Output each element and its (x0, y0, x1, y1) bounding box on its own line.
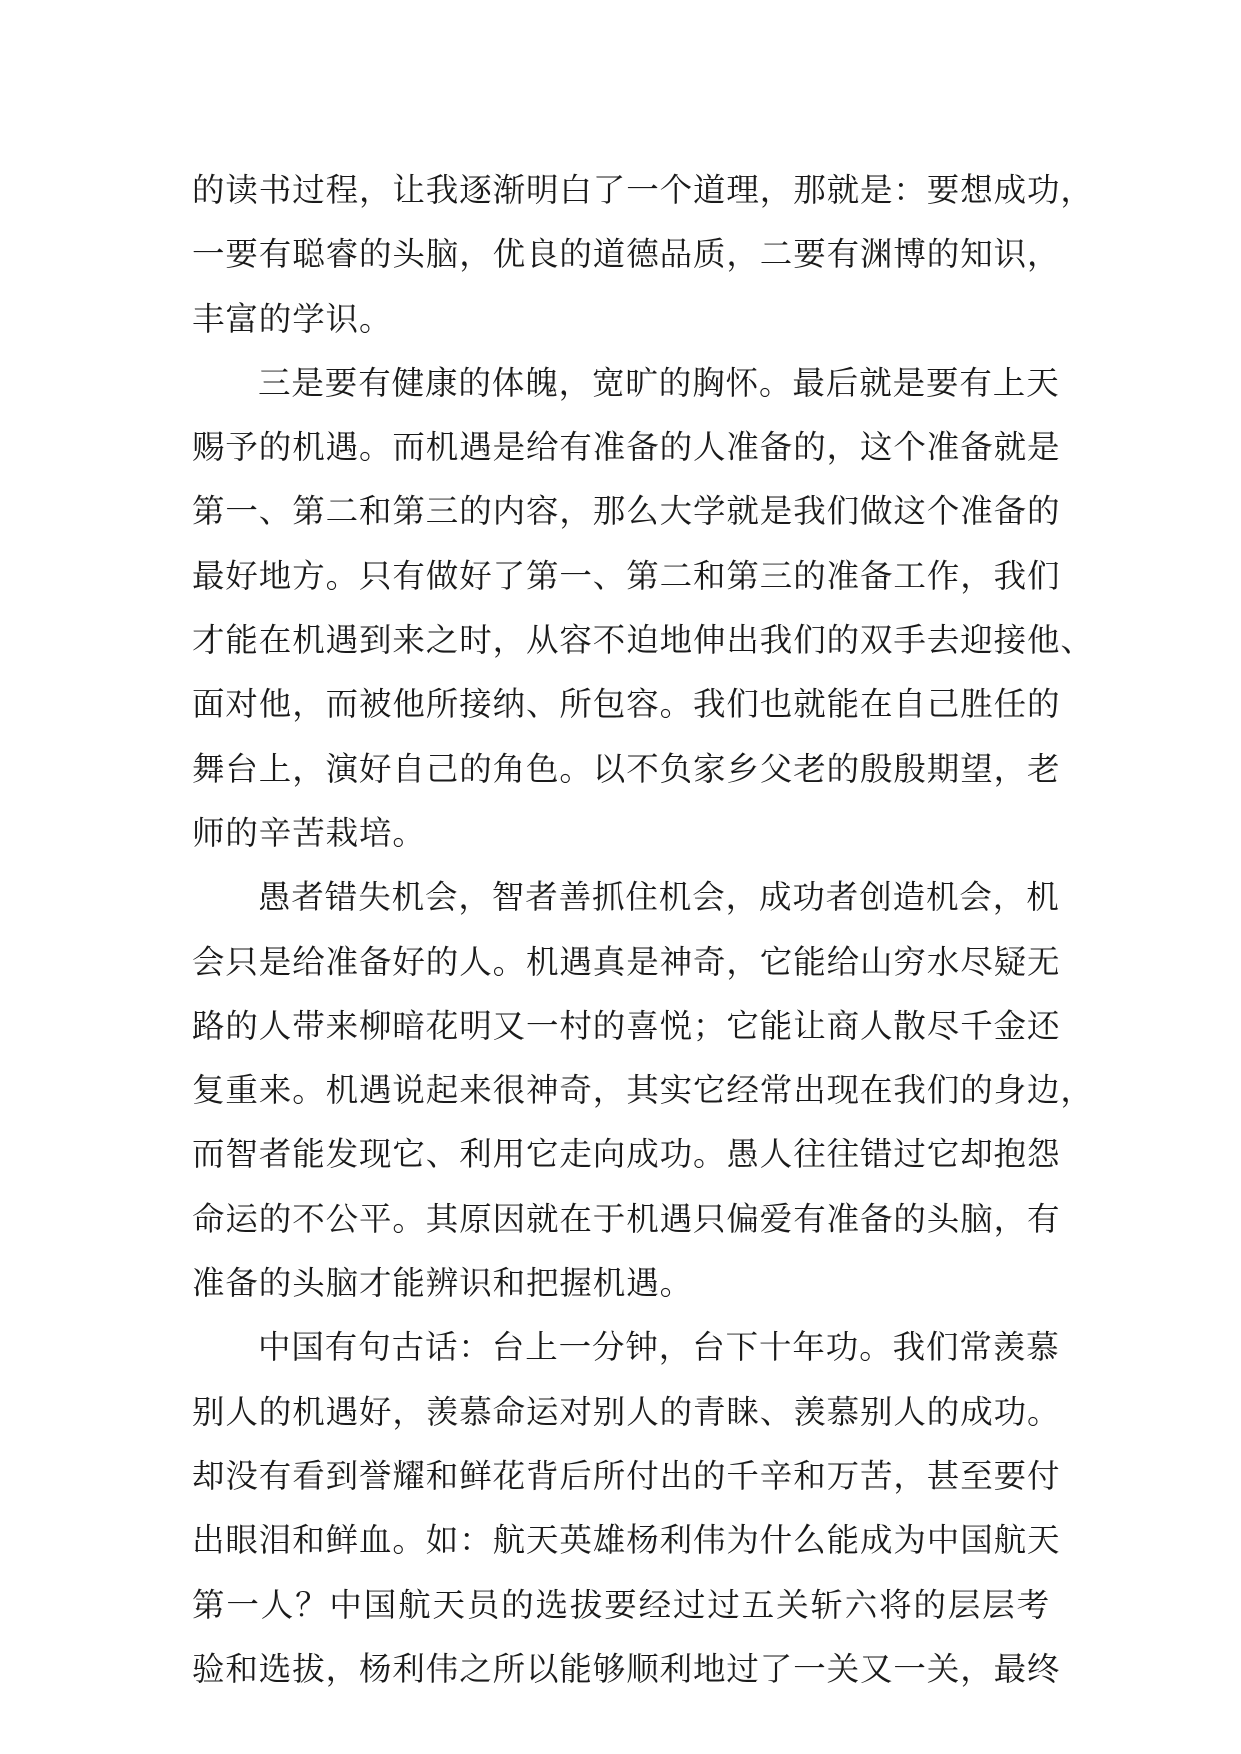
text-line: 会只是给准备好的人。机遇真是神奇，它能给山穷水尽疑无 (192, 942, 1061, 981)
text-line: 三是要有健康的体魄，宽旷的胸怀。最后就是要有上天 (258, 363, 1060, 402)
text-line: 丰富的学识。 (192, 299, 393, 338)
text-line: 中国有句古话：台上一分钟，台下十年功。我们常羡慕 (258, 1328, 1060, 1367)
text-line: 一要有聪睿的头脑，优良的道德品质，二要有渊博的知识， (192, 235, 1061, 274)
text-line: 出眼泪和鲜血。如：航天英雄杨利伟为什么能成为中国航天 (192, 1521, 1061, 1560)
paragraph-3 (192, 865, 1094, 1315)
text-line: 路的人带来柳暗花明又一村的喜悦；它能让商人散尽千金还 (192, 1006, 1061, 1045)
text-line: 师的辛苦栽培。 (192, 813, 426, 852)
text-line: 面对他，而被他所接纳、所包容。我们也就能在自己胜任的 (192, 685, 1061, 724)
text-line: 而智者能发现它、利用它走向成功。愚人往往错过它却抱怨 (192, 1135, 1061, 1174)
text-line: 别人的机遇好，羡慕命运对别人的青睐、羡慕别人的成功。 (192, 1392, 1061, 1431)
text-line: 第一人？中国航天员的选拔要经过过五关斩六将的层层考 (192, 1585, 1050, 1624)
text-line: 才能在机遇到来之时，从容不迫地伸出我们的双手去迎接他、 (192, 621, 1094, 660)
text-line: 命运的不公平。其原因就在于机遇只偏爱有准备的头脑，有 (192, 1199, 1061, 1238)
text-line: 的读书过程，让我逐渐明白了一个道理，那就是：要想成功， (192, 171, 1094, 209)
text-line: 验和选拔，杨利伟之所以能够顺利地过了一关又一关，最终 (192, 1649, 1061, 1688)
paragraph-1 (192, 158, 1094, 351)
text-line: 复重来。机遇说起来很神奇，其实它经常出现在我们的身边， (192, 1071, 1094, 1110)
document-body (192, 158, 1094, 1701)
text-line: 准备的头脑才能辨识和把握机遇。 (192, 1264, 694, 1303)
paragraph-2 (192, 351, 1094, 865)
text-line: 舞台上，演好自己的角色。以不负家乡父老的殷殷期望，老 (192, 749, 1061, 788)
text-line: 愚者错失机会，智者善抓住机会，成功者创造机会，机 (258, 878, 1060, 917)
text-line: 却没有看到誉耀和鲜花背后所付出的千辛和万苦，甚至要付 (192, 1456, 1061, 1495)
paragraph-4 (192, 1315, 1061, 1701)
text-line: 第一、第二和第三的内容，那么大学就是我们做这个准备的 (192, 492, 1061, 531)
text-line: 赐予的机遇。而机遇是给有准备的人准备的，这个准备就是 (192, 428, 1061, 467)
text-line: 最好地方。只有做好了第一、第二和第三的准备工作，我们 (192, 556, 1061, 595)
